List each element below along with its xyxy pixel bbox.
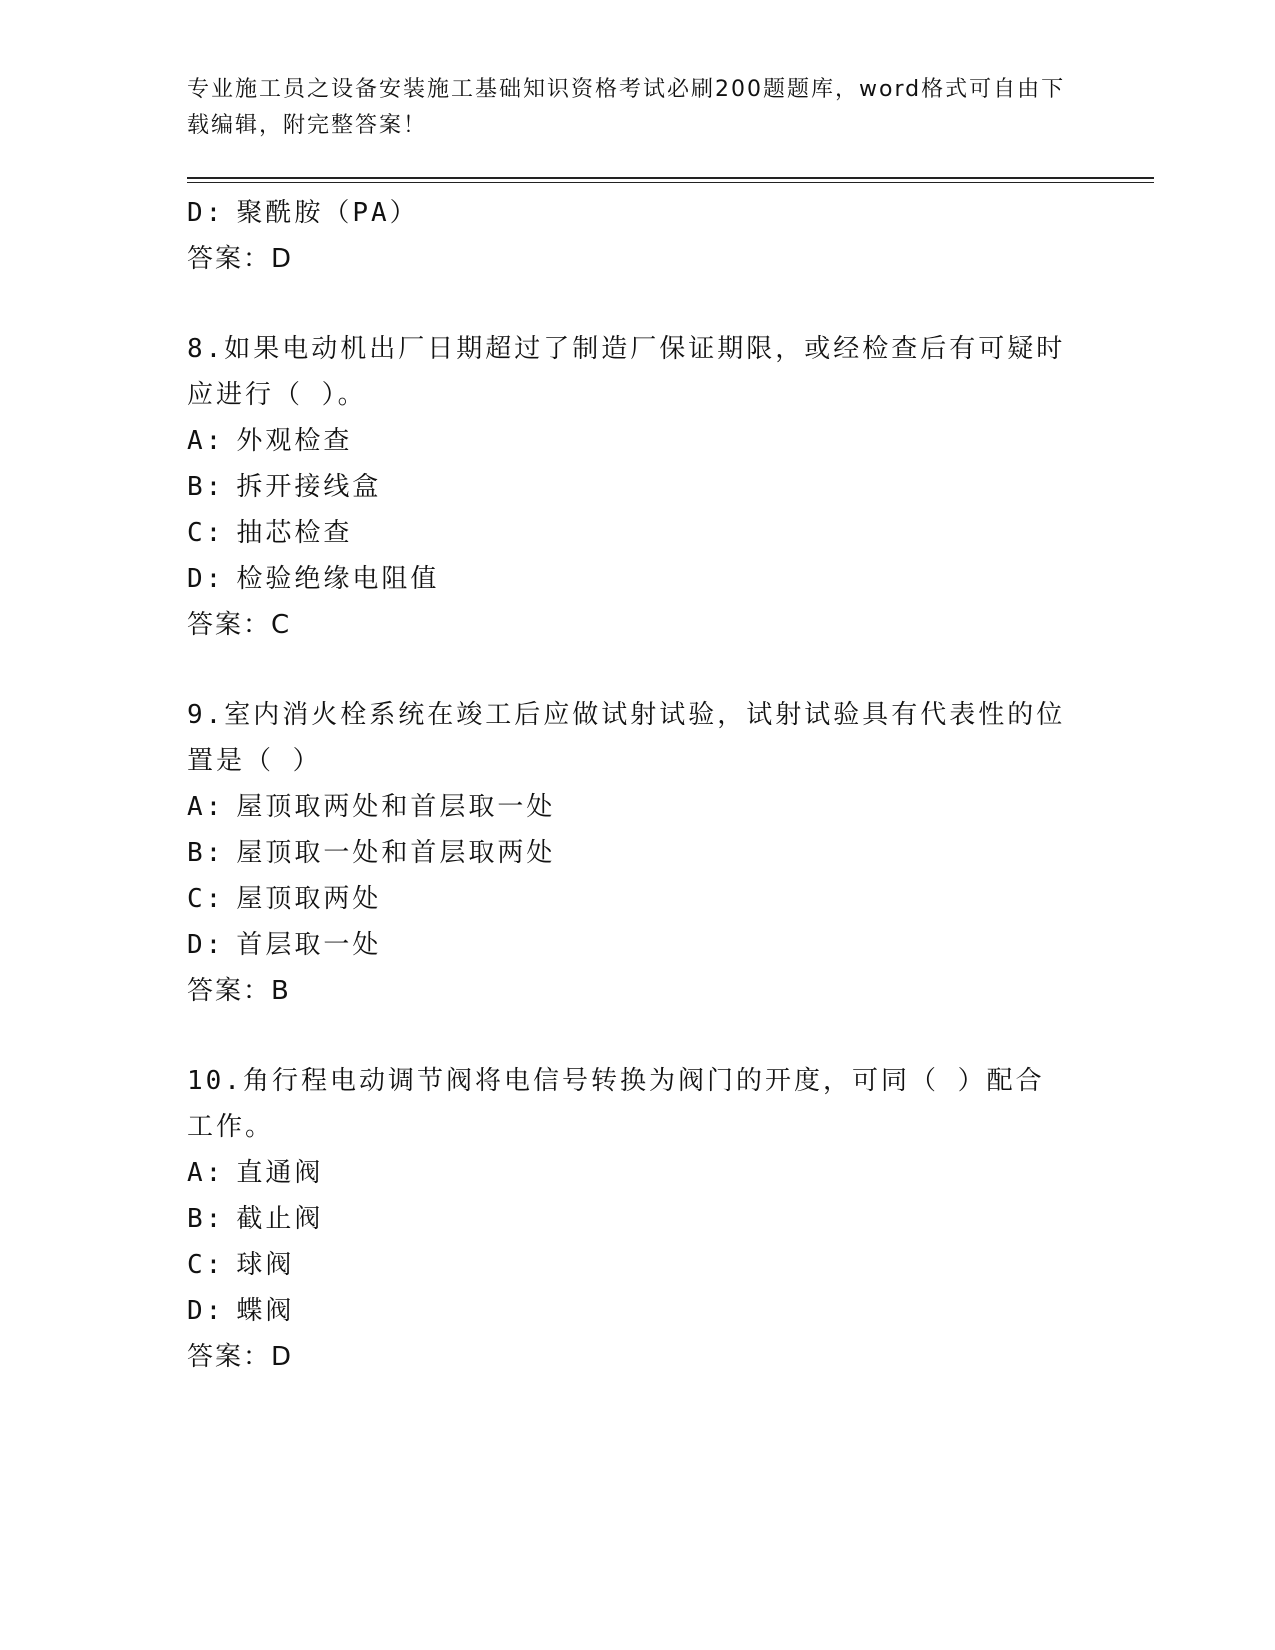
question-stem: 10.角行程电动调节阀将电信号转换为阀门的开度，可同（ ）配合工作。 <box>187 1066 1045 1142</box>
option-c <box>187 876 1067 922</box>
option-a <box>187 1150 1067 1196</box>
option-key: C: <box>187 518 225 548</box>
option-c <box>187 510 1067 556</box>
option-key: B: <box>187 1204 225 1234</box>
option-key: C: <box>187 1250 225 1280</box>
spacer <box>187 282 1067 326</box>
question-8 <box>187 326 1067 648</box>
option-text: 屋顶取一处和首层取两处 <box>236 838 556 868</box>
option-text: 检验绝缘电阻值 <box>236 564 440 594</box>
option-d <box>187 922 1067 968</box>
option-c <box>187 1242 1067 1288</box>
option-text: 抽芯检查 <box>236 518 353 548</box>
question-10 <box>187 1058 1067 1380</box>
option-a <box>187 784 1067 830</box>
option-key: A: <box>187 792 225 822</box>
question-list <box>187 190 1067 1380</box>
option-a <box>187 418 1067 464</box>
option-b <box>187 830 1067 876</box>
option-d <box>187 556 1067 602</box>
option-key: A: <box>187 426 225 456</box>
option-text: 首层取一处 <box>236 930 382 960</box>
option-key: B: <box>187 838 225 868</box>
document-header: 专业施工员之设备安装施工基础知识资格考试必刷200题题库，word格式可自由下载编辑，附完整答案！ <box>187 77 1066 138</box>
option-text: 屋顶取两处和首层取一处 <box>236 792 556 822</box>
question-answer: 答案：B <box>187 976 291 1006</box>
header-rule-thin <box>187 182 1154 183</box>
option-key: D: <box>187 1296 225 1326</box>
option-text: 截止阀 <box>236 1204 324 1234</box>
option-key: D: <box>187 564 225 594</box>
option-b <box>187 464 1067 510</box>
option-key: A: <box>187 1158 225 1188</box>
option-key: D: <box>187 198 225 228</box>
option-text: 蝶阀 <box>236 1296 295 1326</box>
option-b <box>187 1196 1067 1242</box>
question-answer: 答案：D <box>187 1342 294 1372</box>
option-key: D: <box>187 930 225 960</box>
carryover-option <box>187 190 1067 236</box>
option-text: 拆开接线盒 <box>236 472 382 502</box>
option-text: 外观检查 <box>236 426 353 456</box>
option-text: 球阀 <box>236 1250 295 1280</box>
option-key: B: <box>187 472 225 502</box>
option-d <box>187 1288 1067 1334</box>
header-rule-thick <box>187 177 1154 179</box>
question-stem: 9.室内消火栓系统在竣工后应做试射试验，试射试验具有代表性的位置是（ ） <box>187 700 1066 776</box>
spacer <box>187 1014 1067 1058</box>
option-text: 聚酰胺（PA） <box>236 198 419 228</box>
question-answer: 答案：C <box>187 610 292 640</box>
carryover-answer: 答案：D <box>187 244 294 274</box>
spacer <box>187 648 1067 692</box>
option-key: C: <box>187 884 225 914</box>
option-text: 直通阀 <box>236 1158 324 1188</box>
option-text: 屋顶取两处 <box>236 884 382 914</box>
question-9 <box>187 692 1067 1014</box>
question-stem: 8.如果电动机出厂日期超过了制造厂保证期限，或经检查后有可疑时应进行（ ）。 <box>187 334 1066 410</box>
